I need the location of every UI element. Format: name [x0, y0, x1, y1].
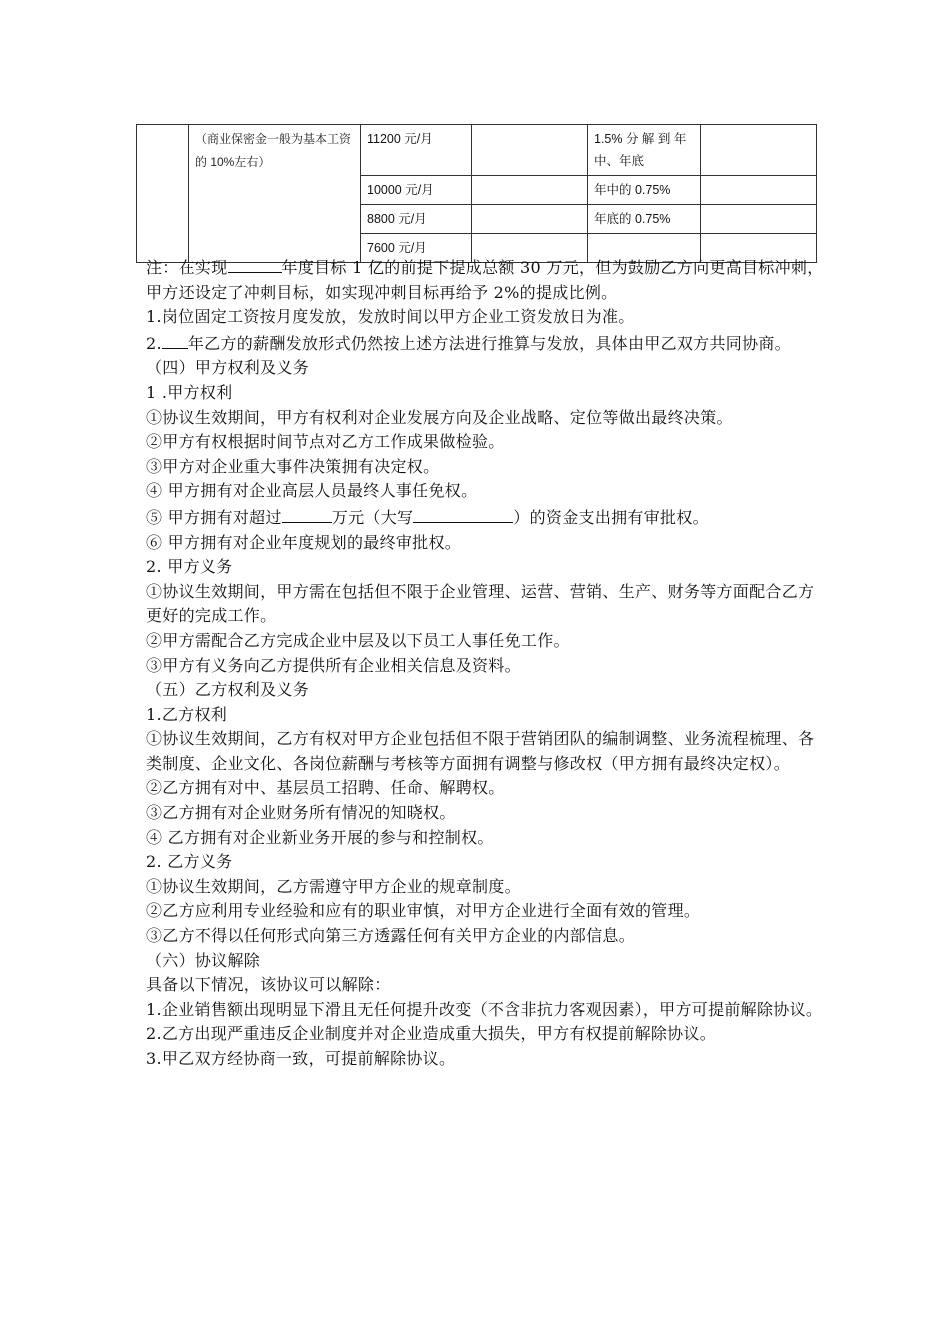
table-cell: 11200 元/月	[361, 125, 472, 176]
list-item: ⑤ 甲方拥有对超过 万元（大写 ）的资金支出拥有审批权。	[146, 504, 826, 531]
list-item: 3.甲乙双方经协商一致，可提前解除协议。	[146, 1049, 456, 1068]
table-cell	[701, 125, 817, 176]
subsection-heading: 2. 甲方义务	[146, 557, 233, 577]
table-cell: 8800 元/月	[361, 205, 472, 234]
table-cell	[701, 205, 817, 234]
table-cell: 年底的 0.75%	[588, 205, 701, 234]
list-item: ②乙方拥有对中、基层员工招聘、任命、解聘权。	[146, 778, 505, 798]
table-cell: 1.5% 分 解 到 年中、年底	[588, 125, 701, 176]
table-row	[137, 125, 817, 176]
blank-line	[228, 254, 282, 273]
list-item: ④ 乙方拥有对企业新业务开展的参与和控制权。	[146, 827, 494, 847]
list-item: ②甲方需配合乙方完成企业中层及以下员工人事任免工作。	[146, 630, 570, 650]
blank-line	[162, 330, 188, 349]
list-item: ③乙方拥有对企业财务所有情况的知晓权。	[146, 803, 456, 823]
note-paragraph: 注：在实现 年度目标 1 亿的前提下提成总额 30 万元，但为鼓励乙方向更高目标冲刺，甲方还设定了冲刺目标，如实现冲刺目标再给予 2%的提成比例。	[146, 254, 826, 305]
list-item: ③甲方对企业重大事件决策拥有决定权。	[146, 456, 440, 476]
list-item: ①协议生效期间，乙方有权对甲方企业包括但不限于营销团队的编制调整、业务流程梳理、各类制度、企业文化、各岗位薪酬与考核等方面拥有调整与修改权（甲方拥有最终决定权）。	[146, 729, 815, 773]
list-item: ②乙方应利用专业经验和应有的职业审慎，对甲方企业进行全面有效的管理。	[146, 901, 701, 921]
list-item: ②甲方有权根据时间节点对乙方工作成果做检验。	[146, 432, 505, 452]
table-cell	[472, 176, 588, 205]
list-item: ③甲方有义务向乙方提供所有企业相关信息及资料。	[146, 655, 521, 675]
list-item: ①协议生效期间，甲方需在包括但不限于企业管理、运营、营销、生产、财务等方面配合乙方更好的完成工作。	[146, 581, 815, 626]
table-cell: 年中的 0.75%	[588, 176, 701, 205]
subsection-heading: 2. 乙方义务	[146, 852, 233, 872]
table-cell	[701, 176, 817, 205]
list-item: ④ 甲方拥有对企业高层人员最终人事任免权。	[146, 481, 478, 501]
list-item: ③乙方不得以任何形式向第三方透露任何有关甲方企业的内部信息。	[146, 926, 636, 946]
table-cell	[137, 125, 189, 263]
blank-line	[282, 504, 332, 523]
subsection-heading: 1 .甲方权利	[146, 382, 233, 402]
section-heading: （六）协议解除	[146, 950, 261, 970]
document-body	[146, 254, 826, 1072]
table-cell	[472, 125, 588, 176]
table-cell: 10000 元/月	[361, 176, 472, 205]
table-cell: （商业保密金一般为基本工资的 10%左右）	[189, 125, 361, 263]
section-heading: （四）甲方权利及义务	[146, 358, 310, 378]
subsection-heading: 1.乙方权利	[146, 704, 228, 724]
paragraph: 具备以下情况，该协议可以解除：	[146, 975, 391, 995]
list-item: ①协议生效期间，甲方有权利对企业发展方向及企业战略、定位等做出最终决策。	[146, 407, 733, 427]
blank-line	[413, 504, 513, 523]
section-heading: （五）乙方权利及义务	[146, 680, 310, 700]
paragraph: 2. 年乙方的薪酬发放形式仍然按上述方法进行推算与发放，具体由甲乙双方共同协商。	[146, 330, 826, 357]
list-item: 1.企业销售额出现明显下滑且无任何提升改变（不含非抗力客观因素），甲方可提前解除协议。	[146, 999, 823, 1019]
list-item: ①协议生效期间，乙方需遵守甲方企业的规章制度。	[146, 876, 521, 896]
table-cell	[472, 205, 588, 234]
paragraph: 1.岗位固定工资按月度发放，发放时间以甲方企业工资发放日为准。	[146, 307, 635, 327]
salary-table	[136, 124, 817, 263]
table-cell: 7600 元/月	[361, 234, 472, 263]
list-item: 2.乙方出现严重违反企业制度并对企业造成重大损失，甲方有权提前解除协议。	[146, 1024, 717, 1044]
list-item: ⑥ 甲方拥有对企业年度规划的最终审批权。	[146, 532, 462, 552]
